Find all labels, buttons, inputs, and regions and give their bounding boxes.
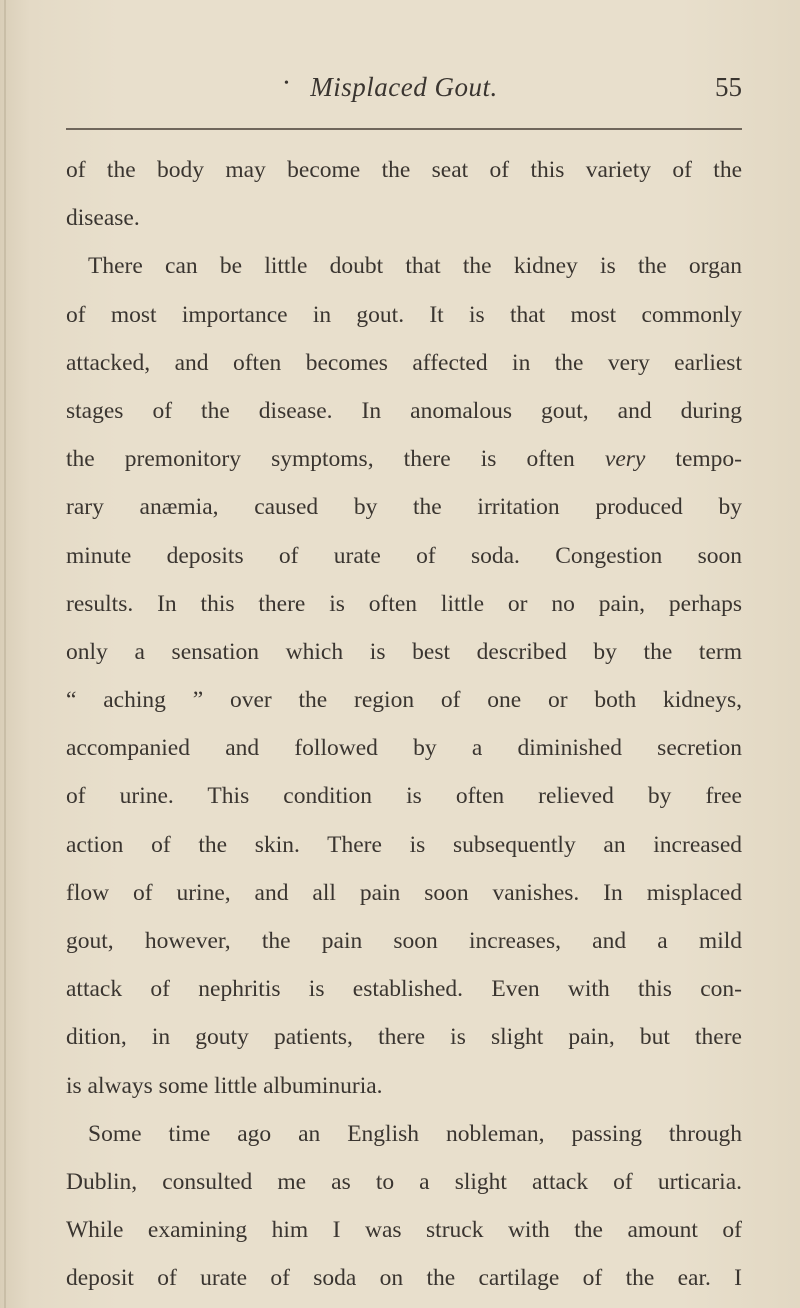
text-line: the premonitory symptoms, there is often very tempo-	[66, 446, 742, 473]
text-line: accompanied and followed by a diminished secretion	[66, 735, 742, 762]
text-line: There can be little doubt that the kidney is the organ	[88, 253, 742, 280]
text-line: Some time ago an English nobleman, passing through	[88, 1120, 742, 1147]
page-gutter	[4, 0, 6, 1308]
text-line: deposit of urate of soda on the cartilage of the ear. I	[66, 1265, 742, 1292]
text-line: attack of nephritis is established. Even with this con-	[66, 976, 742, 1003]
header-rule	[66, 128, 742, 130]
text-line: While examining him I was struck with the amount of	[66, 1217, 742, 1244]
text-line: only a sensation which is best described by the term	[66, 638, 742, 665]
page-number: 55	[715, 72, 742, 102]
text-line: gout, however, the pain soon increases, and a mild	[66, 928, 742, 954]
text-line: is always some little albuminuria.	[66, 1072, 383, 1099]
text-line: Dublin, consulted me as to a slight attack of urticaria.	[66, 1168, 742, 1195]
chapter-title: Misplaced Gout.	[310, 72, 498, 102]
text-line: rary anæmia, caused by the irritation produced by	[66, 494, 742, 521]
text-line: of urine. This condition is often relieved by free	[66, 783, 742, 810]
text-line: flow of urine, and all pain soon vanishes. In misplaced	[66, 879, 742, 906]
text-line: dition, in gouty patients, there is slight pain, but there	[66, 1024, 742, 1051]
text-line: results. In this there is often little or no pain, perhaps	[66, 590, 742, 617]
running-head	[66, 68, 742, 112]
text-line: of most importance in gout. It is that most commonly	[66, 301, 742, 328]
text-line: of the body may become the seat of this variety of the	[66, 157, 742, 183]
emphasis: very	[604, 446, 646, 473]
header-mark: •	[284, 76, 289, 91]
body-text	[66, 146, 742, 1303]
text-line: “ aching ” over the region of one or both kidneys,	[66, 687, 742, 714]
text-line: attacked, and often becomes affected in the very earliest	[66, 349, 742, 376]
text-line: disease.	[66, 205, 140, 232]
text-line: minute deposits of urate of soda. Congestion soon	[66, 542, 742, 569]
text-line: stages of the disease. In anomalous gout, and during	[66, 397, 742, 424]
text-line: action of the skin. There is subsequently an increased	[66, 831, 742, 858]
